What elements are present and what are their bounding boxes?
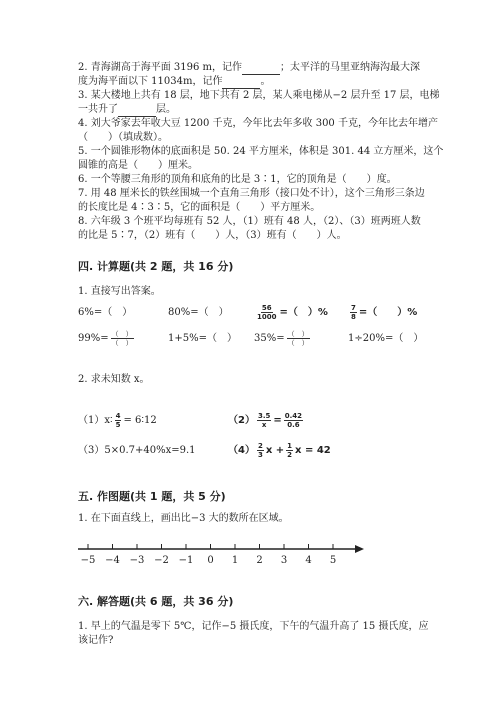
equation-suffix: x = 42 [295,445,331,456]
tick-label: 3 [280,555,288,566]
equation-prefix: （1）x∶ [78,415,113,426]
denominator: 5 [115,421,121,429]
equation-4 [228,440,331,462]
tick-label: −4 [105,555,120,566]
answer-blank[interactable] [118,106,156,117]
denominator: 2 [287,450,293,459]
tick-label: 2 [256,555,263,566]
denominator: 8 [351,312,356,321]
equation-2 [228,410,305,432]
arrow-right-icon [355,545,364,553]
question-7-line-1: 7. 用 48 厘米长的铁丝围城一个直角三角形（接口处不计），这个三角形三条边 [78,188,425,199]
section-6-question-1-line-1: 1. 早上的气温是零下 5℃，记作−5 摄氏度，下午的气温升高了 15 摄氏度，应 [78,621,429,632]
question-6-line-1: 6. 一个等腰三角形的顶角和底角的比是 3∶1，它的顶角是（ ）度。 [78,174,397,185]
numerator: 3.5 [257,411,271,420]
tick-label: −3 [129,555,145,566]
oral-calc-fraction-56 [254,303,328,323]
oral-calc-fraction-7-8 [348,303,417,323]
section-4-question-2-title: 2. 求未知数 x。 [78,374,150,385]
section-4-question-1-title: 1. 直接写出答案。 [78,286,161,297]
question-4-line-1: 4. 刘大爷家去年收大豆 1200 千克，今年比去年多收 300 千克，今年比去年增产 [78,118,438,129]
denominator: （ ） [111,339,133,347]
expression-rest: =（ ）% [358,307,418,318]
fraction [257,412,271,429]
tick-label: 4 [305,555,312,566]
section-6-heading: 六. 解答题(共 6 题，共 36 分) [78,595,234,608]
numerator: 4 [115,412,121,420]
question-3-line-1: 3. 某大楼地上共有 18 层，地下共有 2 层，某人乘电梯从−2 层升至 17 层，电梯 [78,90,440,101]
answer-blank[interactable] [222,78,260,89]
q2-text-b: ；太平洋的马里亚纳海沟最大深 [280,62,421,73]
question-5-line-2: 圆锥的高是（ ）厘米。 [78,160,198,171]
equation-3: （3）5×0.7+40%x=9.1 [78,445,196,456]
tick-label: 0 [207,555,214,566]
oral-calc-6-percent: 6%=（ ） [78,307,133,318]
q3-text-a: 一共升了 [78,104,118,115]
q3-text-b: 层。 [156,104,176,115]
tick-label: −5 [80,555,96,566]
question-8-line-1: 8. 六年级 3 个班平均每班有 52 人，（1）班有 48 人，（2）、（3）班两班人数 [78,216,421,227]
denominator: （ ） [287,339,309,347]
equation-suffix: = 6∶12 [123,415,157,426]
section-5-question-1: 1. 在下面直线上，画出比−3 大的数所在区域。 [78,513,289,524]
equation-prefix: （4） [228,445,255,456]
equation-middle: x + [265,445,285,456]
tick-label: 5 [329,555,337,566]
oral-calc-35-percent [254,329,312,349]
numerator: 7 [351,303,356,312]
fraction [257,442,264,459]
question-8-line-2: 的比是 5∶7，（2）班有（ ）人，（3）班有（ ）人。 [78,230,347,241]
equation-prefix: （2） [228,415,255,426]
oral-calc-1-plus-5-percent: 1+5%=（ ） [168,333,237,344]
question-2-line-1 [78,61,420,75]
section-4-heading: 四. 计算题(共 2 题，共 16 分) [78,260,234,273]
denominator: 3 [257,450,263,459]
q2-text-c: 度为海平面以下 11034m，记作 [78,76,223,87]
fraction [256,304,277,321]
denominator: 1000 [257,312,277,321]
expression-prefix: 35%= [254,333,285,344]
fraction [284,412,303,429]
answer-blank[interactable] [242,64,280,75]
q2-text-a: 2. 青海湖高于海平面 3196 m，记作 [78,62,243,73]
numerator: 56 [261,303,272,312]
tick-label: −1 [178,555,194,566]
expression-rest: =（ ）% [279,307,328,318]
question-5-line-1: 5. 一个圆锥形物体的底面积是 50. 24 平方厘米，体积是 301. 44 立方厘米，这个 [78,146,444,157]
oral-calc-99-percent [78,329,136,349]
numerator: （ ） [287,330,309,338]
equation-1 [78,410,157,432]
fraction [286,442,293,459]
numerator: 1 [287,441,293,450]
question-2-line-2 [78,75,270,89]
section-6-question-1-line-2: 该记作? [78,635,114,646]
number-line[interactable] [0,538,500,578]
tick-label: −2 [154,555,169,566]
expression-prefix: 99%= [78,333,109,344]
q2-text-d: 。 [260,76,271,87]
fraction [115,412,122,429]
question-4-line-2: （ ）（填成数）。 [78,132,168,143]
equals-sign: = [273,415,282,426]
numerator: 0.42 [284,411,303,420]
numerator: （ ） [111,330,133,338]
fraction [350,304,357,321]
tick-label: 1 [231,555,239,566]
denominator: x [261,420,267,429]
fraction [111,330,134,347]
question-3-line-2 [78,103,176,117]
section-5-heading: 五. 作图题(共 1 题，共 5 分) [78,490,226,503]
oral-calc-80-percent: 80%=（ ） [168,307,229,318]
question-7-line-2: 的长度比是 4∶3∶5，它的面积是（ ）平方厘米。 [78,202,321,213]
fraction [287,330,310,347]
oral-calc-1-div-20-percent: 1÷20%=（ ） [348,333,424,344]
numerator: 2 [257,441,263,450]
denominator: 0.6 [287,420,300,429]
